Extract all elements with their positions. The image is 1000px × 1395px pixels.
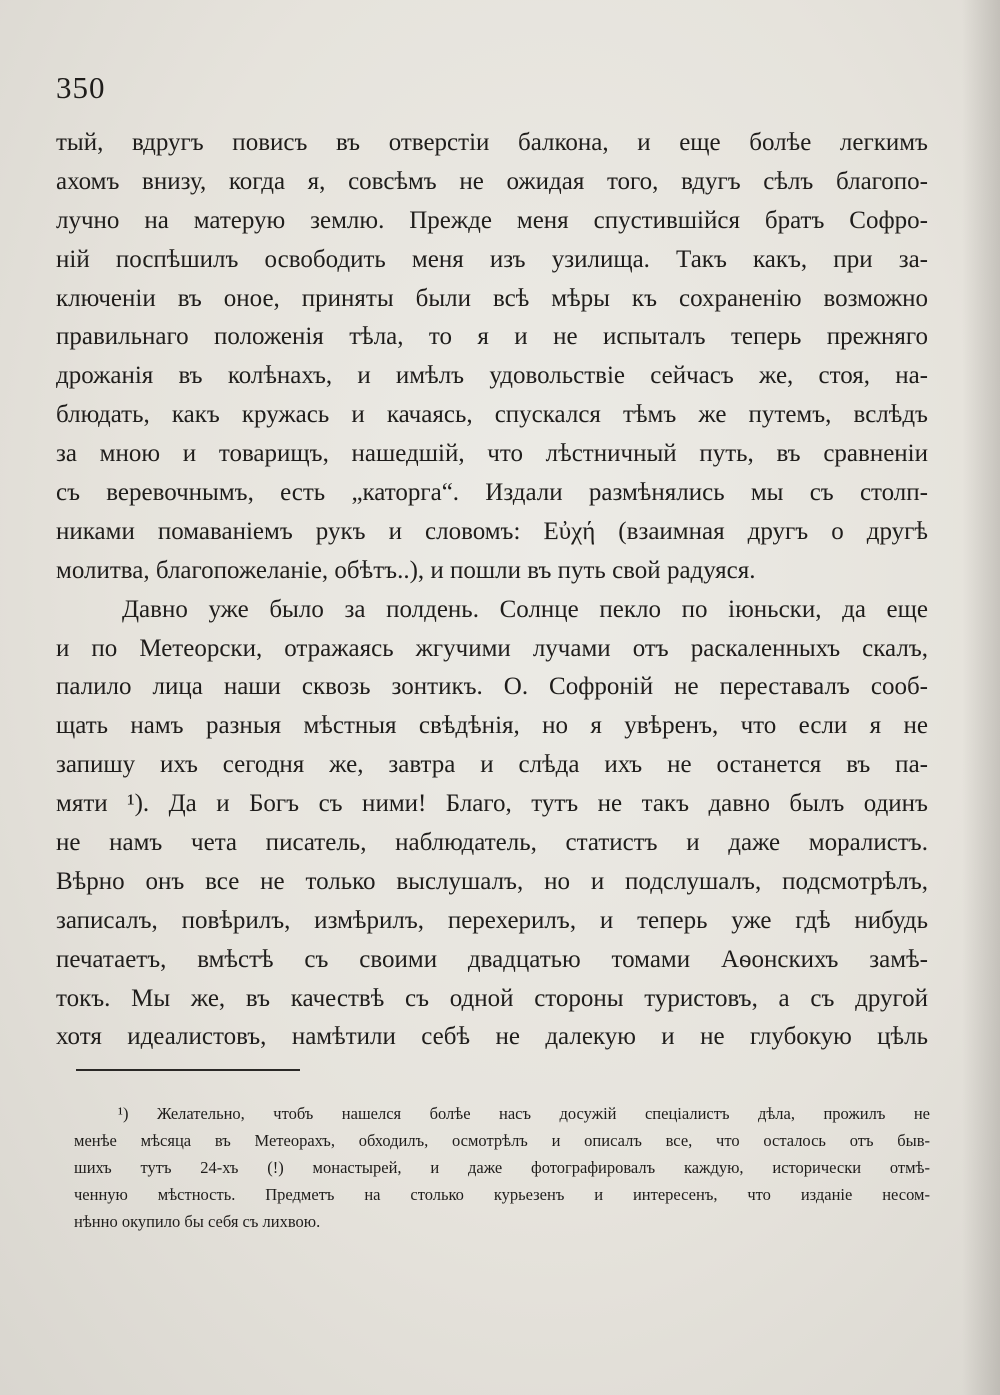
text-line: ахомъ внизу, когда я, совсѣмъ не ожидая того, вдугъ сѣлъ благопо- bbox=[56, 167, 928, 195]
text-line: правильнаго положенiя тѣла, то я и не испыталъ теперь прежняго bbox=[56, 323, 928, 351]
text-line: дрожанiя въ колѣнахъ, и имѣлъ удовольствiе сейчасъ же, стоя, на- bbox=[56, 362, 928, 390]
footnote bbox=[74, 1100, 930, 1235]
footnote-line: менѣе мѣсяца въ Метеорахъ, обходилъ, осмотрѣлъ и описалъ все, что осталось отъ быв- bbox=[74, 1131, 930, 1150]
text-line: нiй поспѣшилъ освободить меня изъ узилища. Такъ какъ, при за- bbox=[56, 245, 928, 273]
text-line: не намъ чета писатель, наблюдатель, статистъ и даже моралистъ. bbox=[56, 829, 928, 857]
text-line: молитва, благопожеланiе, обѣтъ..), и пошли въ путь свой радуяся. bbox=[56, 556, 756, 584]
text-line: щать намъ разныя мѣстныя свѣдѣнiя, но я увѣренъ, что если я не bbox=[56, 712, 928, 740]
paragraph-1 bbox=[56, 124, 928, 591]
text-line: мяти ¹). Да и Богъ съ ними! Благо, тутъ не такъ давно былъ одинъ bbox=[56, 790, 928, 818]
footnote-line: шихъ тутъ 24-хъ (!) монастырей, и даже фотографировалъ каждую, исторически отмѣ- bbox=[74, 1158, 930, 1177]
page-number: 350 bbox=[56, 70, 106, 105]
page-edge-shadow bbox=[962, 0, 1000, 1395]
main-text bbox=[56, 124, 928, 1057]
footnote-line: нѣнно окупило бы себя съ лихвою. bbox=[74, 1212, 321, 1231]
text-line: хотя идеалистовъ, намѣтили себѣ не далекую и не глубокую цѣль bbox=[56, 1023, 928, 1051]
text-line: токъ. Мы же, въ качествѣ съ одной стороны туристовъ, а съ другой bbox=[56, 984, 928, 1012]
text-line: лучно на матерую землю. Прежде меня спустившiйся братъ Софро- bbox=[56, 206, 928, 234]
text-line: ключенiи въ оное, приняты были всѣ мѣры къ сохраненiю возможно bbox=[56, 284, 928, 312]
text-line: печатаетъ, вмѣстѣ съ своими двадцатью томами Аѳонскихъ замѣ- bbox=[56, 945, 928, 973]
text-line: и по Метеорски, отражаясь жгучими лучами отъ раскаленныхъ скалъ, bbox=[56, 634, 928, 662]
text-line: блюдать, какъ кружась и качаясь, спускался тѣмъ же путемъ, вслѣдъ bbox=[56, 401, 928, 429]
paragraph-2 bbox=[56, 591, 928, 1058]
footnote-line: ¹) Желательно, чтобъ нашелся болѣе насъ досужiй спецiалистъ дѣла, прожилъ не bbox=[118, 1104, 930, 1123]
text-line: запишу ихъ сегодня же, завтра и слѣда ихъ не останется въ па- bbox=[56, 751, 928, 779]
text-line: за мною и товарищъ, нашедшiй, что лѣстничный путь, въ сравненiи bbox=[56, 440, 928, 468]
footnote-divider bbox=[76, 1069, 300, 1071]
text-line: записалъ, повѣрилъ, измѣрилъ, перехерилъ, и теперь уже гдѣ нибудь bbox=[56, 906, 928, 934]
text-line: палило лица наши сквозь зонтикъ. О. Софронiй не переставалъ сооб- bbox=[56, 673, 928, 701]
text-line: Вѣрно онъ все не только выслушалъ, но и подслушалъ, подсмотрѣлъ, bbox=[56, 867, 928, 895]
text-line: Давно уже было за полдень. Солнце пекло по iюньски, да еще bbox=[122, 595, 928, 623]
text-line: съ веревочнымъ, есть „каторга“. Издали размѣнялись мы съ столп- bbox=[56, 479, 928, 507]
footnote-line: ченную мѣстность. Предметъ на столько курьезенъ и интересенъ, что изданiе несом- bbox=[74, 1185, 930, 1204]
text-line: тый, вдругъ повисъ въ отверстiи балкона, и еще болѣе легкимъ bbox=[56, 129, 928, 156]
text-line: никами помаванiемъ рукъ и словомъ: Εὐχή (взаимная другъ о другѣ bbox=[56, 517, 928, 545]
